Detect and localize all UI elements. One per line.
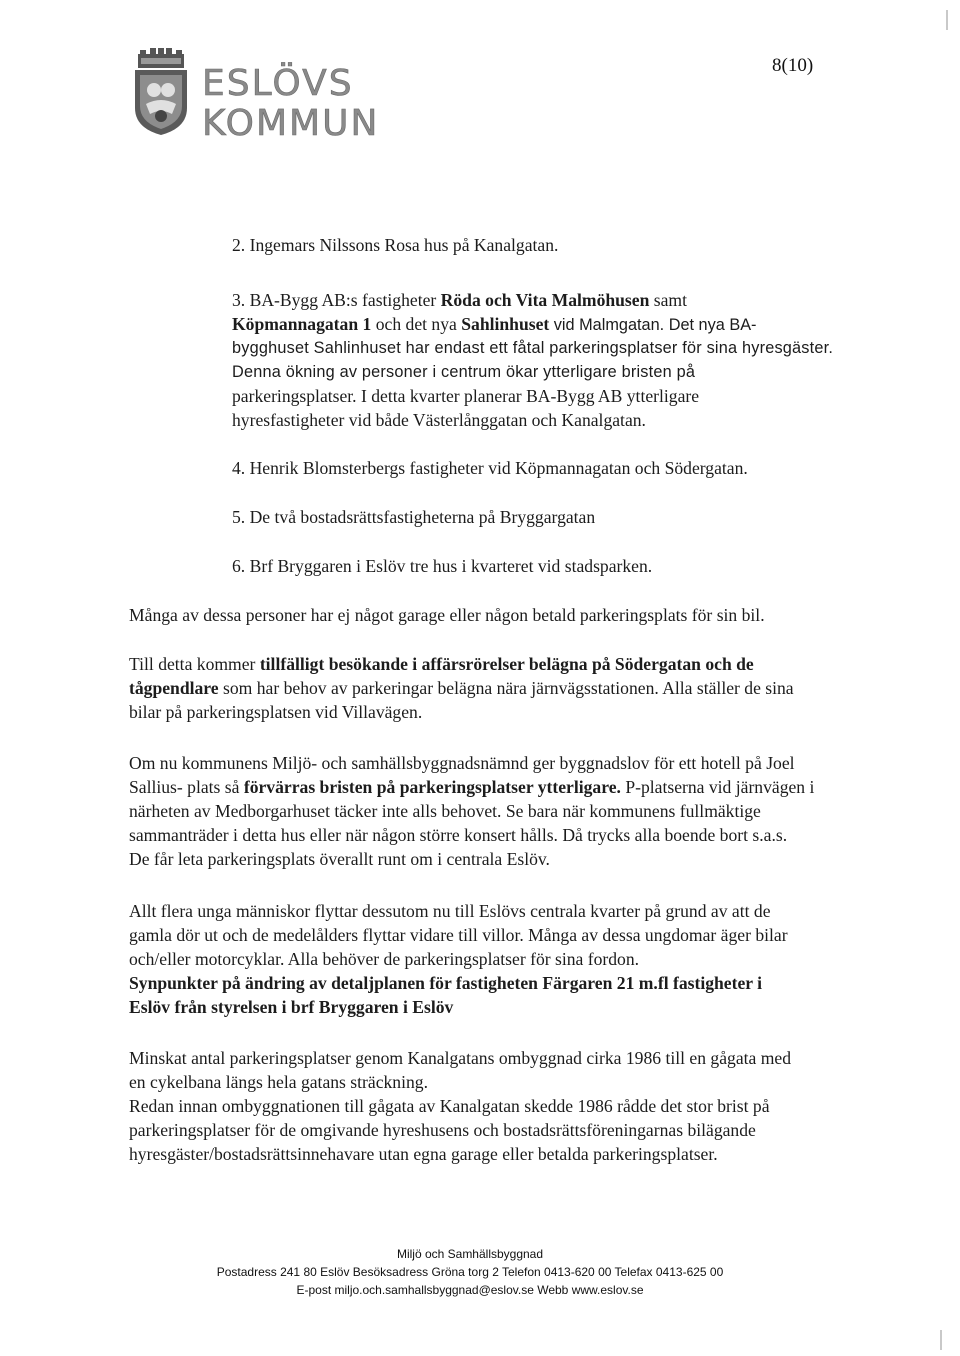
- emphasis-run: Sahlinhuset: [461, 314, 550, 334]
- text-run: som har behov av parkeringar belägna nära järnvägsstationen. Alla ställer de sina: [218, 678, 794, 698]
- footer-address: Postadress 241 80 Eslöv Besöksadress Gröna torg 2 Telefon 0413-620 00 Telefax 0413-625 00: [216, 1265, 724, 1279]
- list-item-4: 4. Henrik Blomsterbergs fastigheter vid Köpmannagatan och Södergatan.: [232, 458, 748, 478]
- footer: [0, 1245, 940, 1299]
- list-item-2: 2. Ingemars Nilssons Rosa hus på Kanalgatan.: [232, 235, 559, 255]
- paragraph-line: bilar på parkeringsplatsen vid Villavägen.: [129, 702, 423, 722]
- page-number: 8(10): [772, 55, 814, 76]
- section-heading-line: Eslöv från styrelsen i brf Bryggaren i Eslöv: [129, 997, 454, 1017]
- paragraph-line: [129, 652, 829, 676]
- section-heading-line: Synpunkter på ändring av detaljplanen för fastigheten Färgaren 21 m.fl fastigheter i: [129, 973, 763, 993]
- municipality-logo-text: [202, 64, 379, 144]
- text-run: vid Malmgatan. Det nya BA-: [549, 316, 757, 334]
- list-item-3-line-1: [232, 288, 687, 312]
- footer-department: Miljö och Samhällsbyggnad: [396, 1247, 544, 1261]
- paragraph-line: De får leta parkeringsplats överallt runt om i centrala Eslöv.: [129, 849, 550, 869]
- list-item-3-line-6: hyresfastigheter vid både Västerlånggatan och Kanalgatan.: [232, 410, 646, 430]
- emphasis-run: förvärras bristen på parkeringsplatser ytterligare.: [243, 777, 621, 797]
- paragraph-line: parkeringsplatser för de omgivande hyreshusens och bostadsrättsföreningarnas bilägande: [129, 1120, 756, 1140]
- emphasis-run: Röda och Vita Malmöhusen: [440, 290, 650, 310]
- paragraph-1: Många av dessa personer har ej något garage eller någon betald parkeringsplats för sin bil.: [129, 605, 765, 625]
- paragraph-line: sammanträder i detta hus eller när någon större konsert hålls. Då trycks alla boende bort s.a.s.: [129, 825, 788, 845]
- paragraph-line: Om nu kommunens Miljö- och samhällsbyggnadsnämnd ger byggnadslov för ett hotell på Joel: [129, 753, 795, 773]
- paragraph-line: närheten av Medborgarhuset täcker inte alls behovet. Se bara när kommunens fullmäktige: [129, 801, 761, 821]
- paragraph-line: och/eller motorcyklar. Alla behöver de parkeringsplatser för sina fordon.: [129, 949, 640, 969]
- list-item-3-line-4: Denna ökning av personer i centrum ökar ytterligare bristen på: [232, 363, 696, 381]
- paragraph-line: [129, 775, 829, 799]
- paragraph-line: Redan innan ombyggnationen till gågata av Kanalgatan skedde 1986 rådde det stor brist på: [129, 1096, 770, 1116]
- scan-edge-mark: [940, 1330, 942, 1350]
- emphasis-run: tillfälligt besökande i affärsrörelser belägna på Södergatan och de: [259, 654, 754, 674]
- text-run: 3. BA-Bygg AB:s fastigheter: [232, 290, 441, 310]
- paragraph-3: [129, 751, 829, 871]
- text-run: och det nya: [371, 314, 462, 334]
- paragraph-line: hyresgäster/bostadsrättsinnehavare utan egna garage eller betalda parkeringsplatser.: [129, 1144, 718, 1164]
- text-run: samt: [649, 290, 688, 310]
- list-item-5: 5. De två bostadsrättsfastigheterna på Bryggargatan: [232, 507, 596, 527]
- footer-contact: E-post miljo.och.samhallsbyggnad@eslov.se Webb www.eslov.se: [296, 1283, 644, 1297]
- emphasis-run: Köpmannagatan 1: [232, 314, 372, 334]
- text-run: Till detta kommer: [129, 654, 260, 674]
- paragraph-line: gamla dör ut och de medelålders flyttar vidare till villor. Många av dessa ungdomar äger bilar: [129, 925, 788, 945]
- paragraph-2: [129, 652, 829, 724]
- logo-line-2: KOMMUN: [202, 103, 380, 144]
- municipal-coat-of-arms-icon: [132, 48, 190, 136]
- paragraph-5: [129, 1046, 829, 1166]
- paragraph-line: [129, 676, 829, 700]
- list-item-3-line-5: parkeringsplatser. I detta kvarter planerar BA-Bygg AB ytterligare: [232, 386, 700, 406]
- paragraph-line: en cykelbana längs hela gatans sträckning.: [129, 1072, 428, 1092]
- scan-edge-mark: [946, 10, 948, 30]
- text-run: P-platserna vid järnvägen i: [620, 777, 815, 797]
- list-item-3-line-2: [232, 312, 756, 337]
- logo-line-1: ESLÖVS: [202, 63, 354, 104]
- list-item-6: 6. Brf Bryggaren i Eslöv tre hus i kvarteret vid stadsparken.: [232, 556, 653, 576]
- paragraph-line: Allt flera unga människor flyttar dessutom nu till Eslövs centrala kvarter på grund av att de: [129, 901, 771, 921]
- paragraph-4: [129, 899, 829, 1019]
- text-run: Sallius- plats så: [129, 777, 244, 797]
- paragraph-line: Minskat antal parkeringsplatser genom Kanalgatans ombyggnad cirka 1986 till en gågata med: [129, 1048, 792, 1068]
- list-item-3-line-3: bygghuset Sahlinhuset har endast ett fåtal parkeringsplatser för sina hyresgäster.: [232, 339, 834, 357]
- emphasis-run: tågpendlare: [129, 678, 219, 698]
